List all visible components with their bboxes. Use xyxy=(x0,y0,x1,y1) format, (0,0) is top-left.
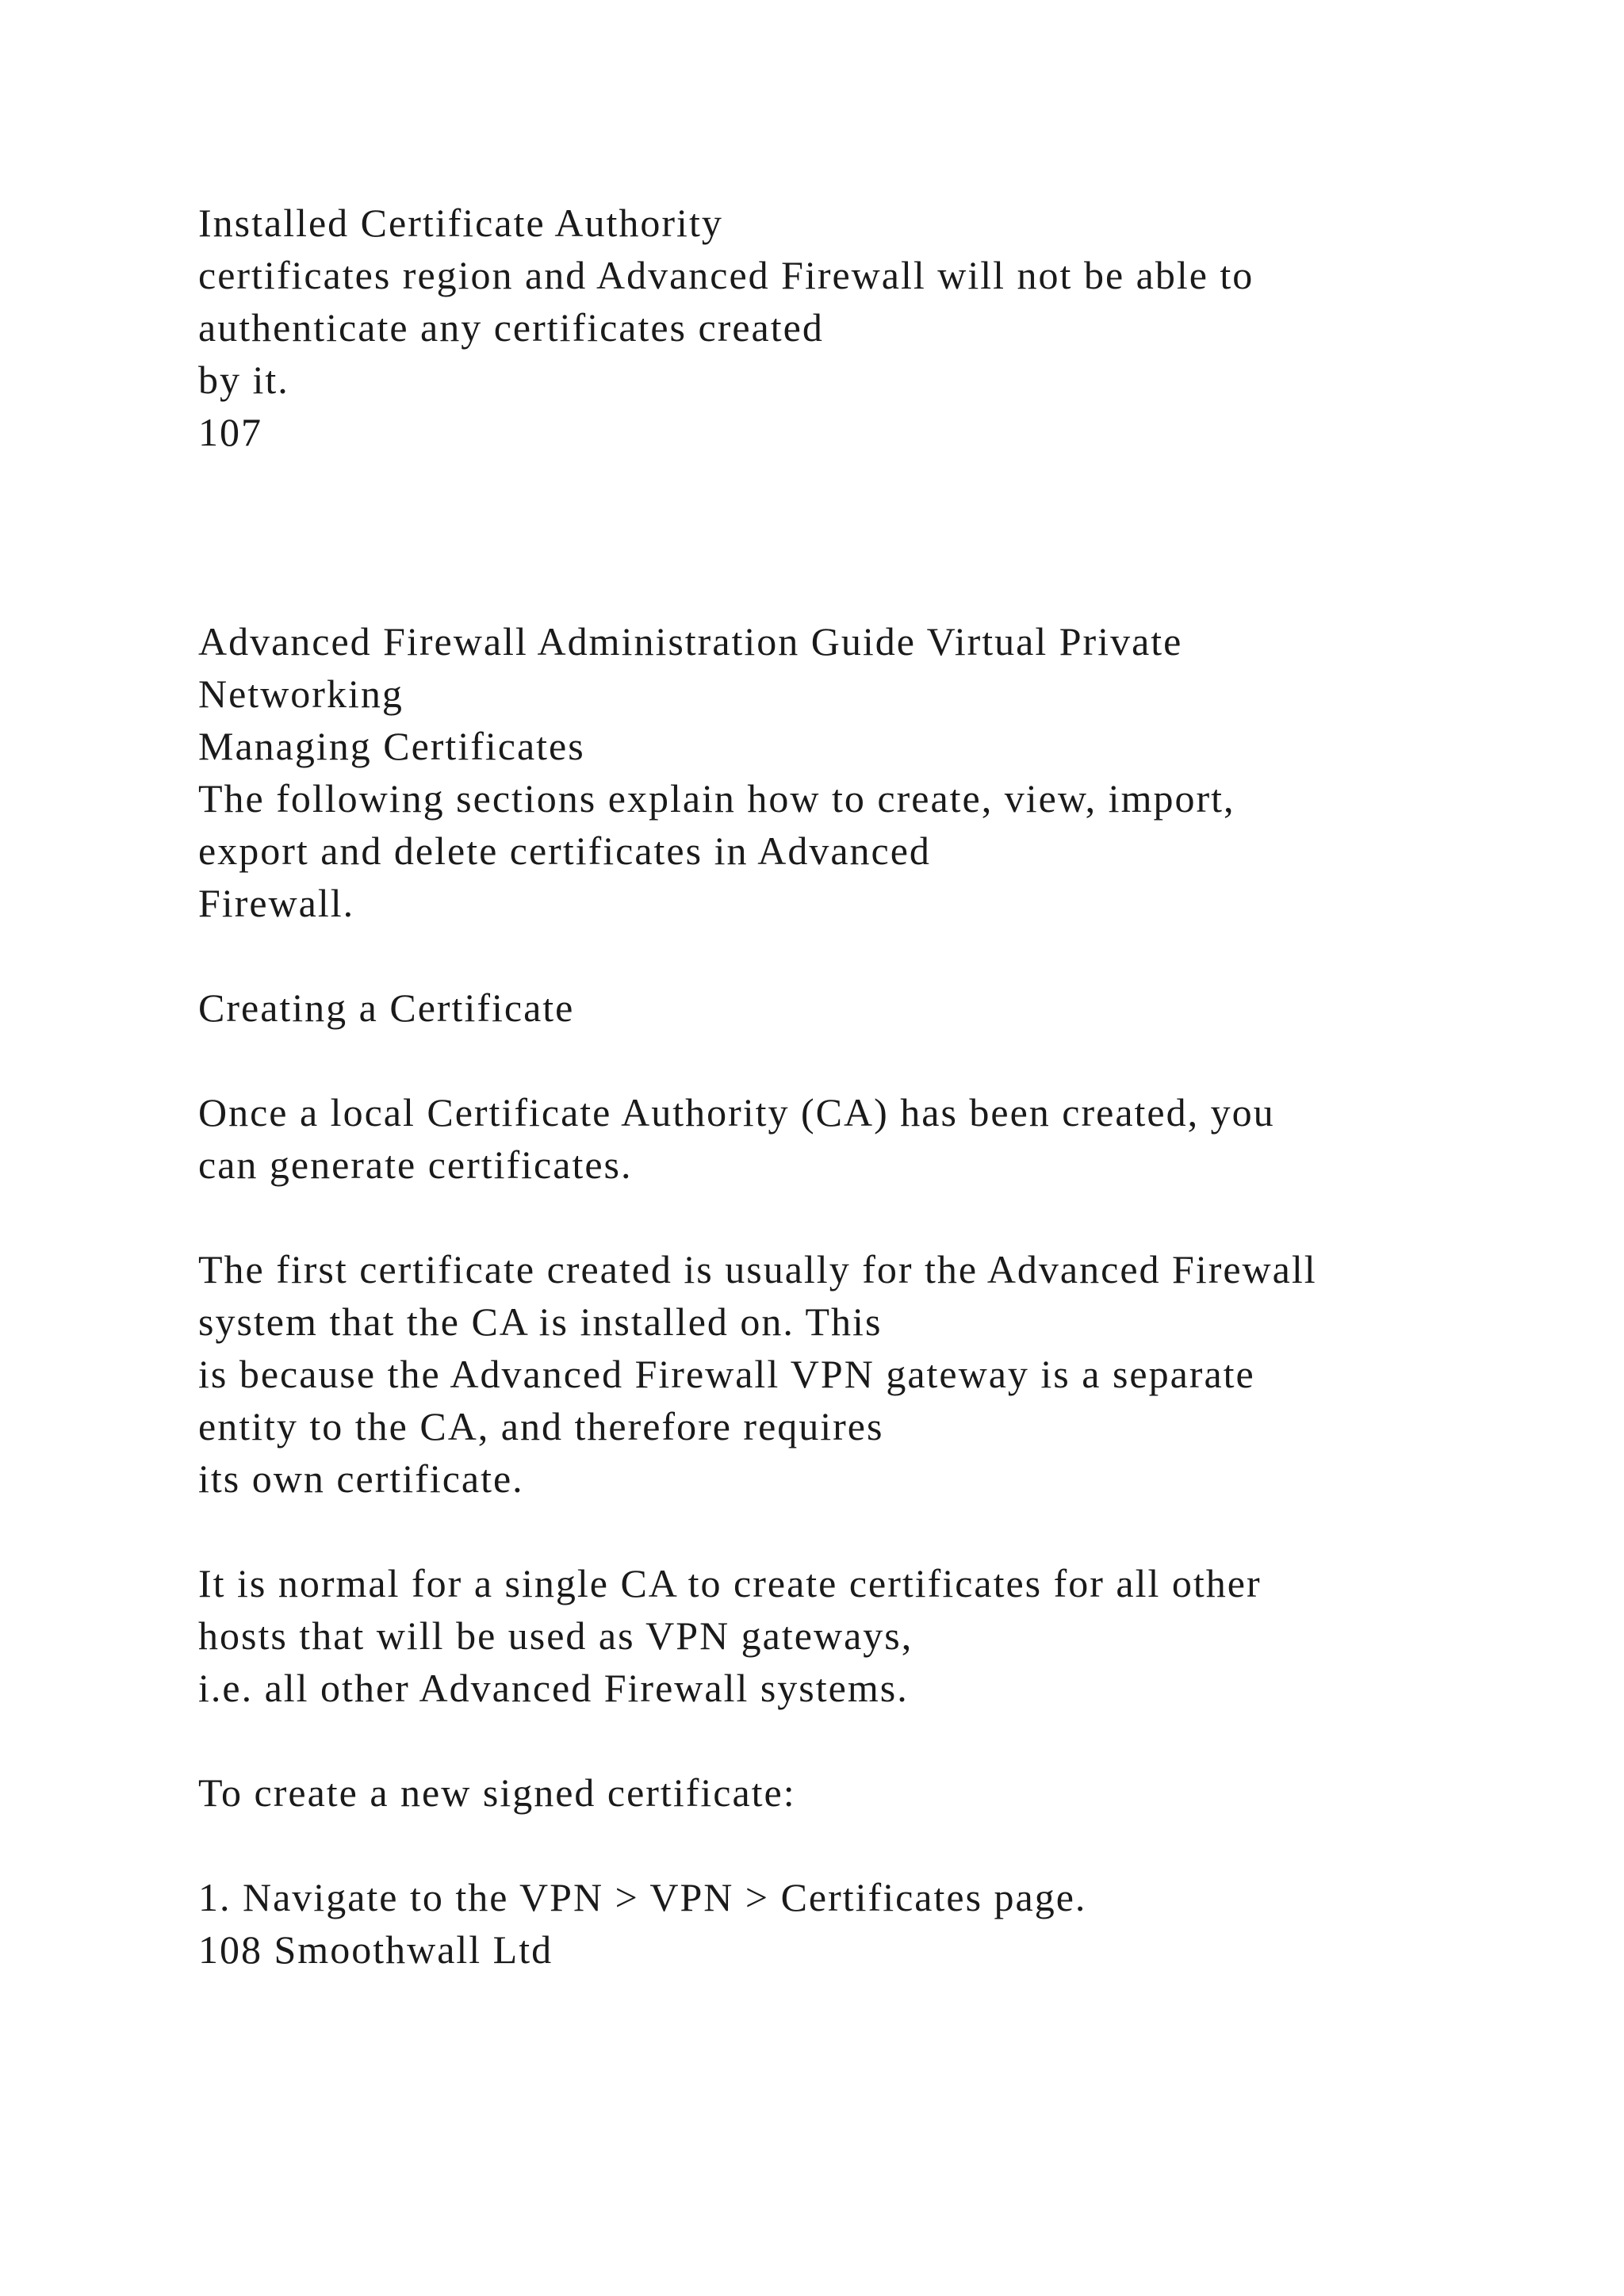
text-line: Installed Certificate Authority xyxy=(198,201,723,245)
subsection-title: Creating a Certificate xyxy=(198,985,575,1030)
text-line: The first certificate created is usually for the Advanced Firewall xyxy=(198,1247,1317,1292)
text-line: by it. xyxy=(198,358,289,402)
text-line: Firewall. xyxy=(198,881,355,925)
text-line: It is normal for a single CA to create certificates for all other xyxy=(198,1561,1262,1605)
text-line: i.e. all other Advanced Firewall systems. xyxy=(198,1666,909,1710)
page-footer: 108 Smoothwall Ltd xyxy=(198,1927,553,1972)
step-item: 1. Navigate to the VPN > VPN > Certificates page. xyxy=(198,1875,1087,1919)
text-line: hosts that will be used as VPN gateways, xyxy=(198,1613,914,1658)
text-line: authenticate any certificates created xyxy=(198,305,824,350)
running-header: Networking xyxy=(198,672,404,716)
text-line: certificates region and Advanced Firewall will not be able to xyxy=(198,253,1254,297)
section-title: Managing Certificates xyxy=(198,724,585,768)
text-line: The following sections explain how to create, view, import, xyxy=(198,776,1235,821)
text-line: is because the Advanced Firewall VPN gateway is a separate xyxy=(198,1352,1255,1396)
text-line: export and delete certificates in Advanced xyxy=(198,828,931,873)
text-line: entity to the CA, and therefore requires xyxy=(198,1404,884,1448)
text-line: its own certificate. xyxy=(198,1456,524,1501)
text-line: system that the CA is installed on. This xyxy=(198,1299,883,1344)
page-number: 107 xyxy=(198,410,262,454)
text-line: To create a new signed certificate: xyxy=(198,1770,796,1815)
text-line: can generate certificates. xyxy=(198,1142,633,1187)
running-header: Advanced Firewall Administration Guide Virtual Private xyxy=(198,619,1183,664)
text-line: Once a local Certificate Authority (CA) has been created, you xyxy=(198,1090,1275,1135)
